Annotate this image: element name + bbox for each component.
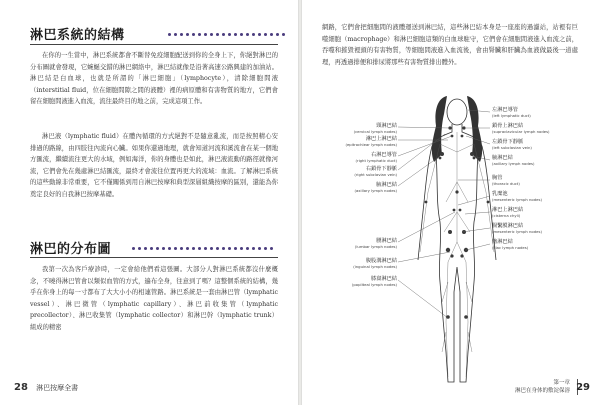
section-title-distribution: 淋巴的分布圖 xyxy=(30,242,112,257)
paragraph: 我第一次為客戶療診時，一定會給他們看這張圖。大部分人對淋巴系統都沒什麼概念，不曉得淋巴管會以類似血管的方式，遍布全身，往意到了嗎？這整個系統的結構，幾乎在你身上的每一寸都布了大大小小的相連管路。淋巴系統是一套由淋巴管（lymphatic vessel）、淋巴微管（lymphatic capillary）、淋巴前收集管（lymphatic precollector）、淋巴收集管（lymphatic collector）和淋巴幹（lymphatic trunk）組成的精密 xyxy=(30,266,278,331)
label-right-subclavian-vein: 右鎖骨下靜脈 (right subclavian vein) xyxy=(354,166,397,177)
label-axillary-nodes-left: 腋淋巴結 (axillary lymph nodes) xyxy=(354,182,397,193)
page-number: 29 xyxy=(576,382,590,393)
chapter-title: 淋巴在身体的敷淀保溶 xyxy=(514,388,570,394)
label-thoracic-duct: 胸管 (thoracic duct) xyxy=(492,175,520,186)
running-title: 淋巴按摩全書 xyxy=(36,384,79,392)
page-number: 28 xyxy=(14,382,28,393)
paragraph: 在你的一生當中，淋巴系統都會不斷替免疫細胞配送到你的全身上下，你絕對淋巴的分布圖就會發現，它蜿蜒交錯的淋巴網絡中，淋巴結就像是沿著高速公路興建的加油站。淋巴結是白血球，也就是所謂的「淋巴細胞」（lymphocyte），清除細胞間液（interstitial fluid，位在細胞間隙之間的液體）裡的病原體和有害物質的地方，它們會留在細胞間液進入血流，流往最終目的地之前，完成這項工作。 xyxy=(30,52,278,106)
paragraph: 淋巴液（lymphatic fluid）在體內循環的方式絕對不是隨意亂流，而是按照精心安排過的路線，由四肢往內流向心臟。如果你還過地理，就會知道河流和溪流會在某一個地方匯流，繼續流往更大的水域，例如海洋，你的身體也是如此，淋巴液流動的路徑就像河流，它們會先在幾處淋巴結匯流，最終才會流往位置再更大的流域：血流。了解淋巴系統的這些動線非常重要，它不僅關係到用自淋巴按摩和典型深層組織按摩的區別，還能為你奠定良好的自我淋巴按摩基礎。 xyxy=(30,133,278,198)
label-iliac-nodes: 髂淋巴結 (iliac lymph nodes) xyxy=(492,239,529,250)
label-inguinal-nodes: 腹股溝淋巴結 (inguinal lymph nodes) xyxy=(353,258,397,269)
label-lumbar-nodes: 腰淋巴結 (lumbar lymph nodes) xyxy=(354,238,397,249)
label-left-subclavian-vein: 左鎖骨下靜脈 (left subclavian vein) xyxy=(492,139,532,150)
section-title-structure: 淋巴系統的結構 xyxy=(30,28,125,43)
label-upper-nodes: 淋巴上淋巴結 (cisterna chyli) xyxy=(492,207,524,218)
label-cervical-nodes: 頸淋巴結 (cervical lymph nodes) xyxy=(353,123,397,134)
label-popliteal-nodes: 膝窩淋巴結 (popliteal lymph nodes) xyxy=(351,276,397,287)
label-axillary-nodes-right: 腋淋巴結 (axillary lymph nodes) xyxy=(492,155,535,166)
paragraph: 網路，它們會把細胞間的液體運送到淋巴結，這些淋巴結本身是一座座的過濾站，站裡有巨噬細胞（macrophage）和淋巴細胞這類的白血球駐守，它們會在細胞間液進入血流之前，吞噬和摧毀裡頭的有害物質，等細胞間液進入血流後，會由腎臟和肝臟為血液做最後一道處理，再透過排便和排尿將那些有害物質排出體外。 xyxy=(322,24,578,66)
label-mesenteric-nodes: 腸繫膜淋巴結 (mesenteric lymph nodes) xyxy=(492,223,542,234)
chapter-number: 第一章 xyxy=(553,380,570,386)
label-left-lymphatic-duct: 左淋巴導管 (left lymphatic duct) xyxy=(492,107,531,118)
label-supraclavicular-nodes: 鎖骨上淋巴結 (supraclavicular lymph nodes) xyxy=(492,123,550,134)
label-right-lymphatic-duct: 右淋巴導管 (right lymphatic duct) xyxy=(355,152,397,163)
label-epitrochlear-nodes: 淋巴上淋巴結 (epitrochlear lymph nodes) xyxy=(345,136,397,147)
label-cisterna-chyli: 乳糜池 (mesenteric lymph nodes) xyxy=(492,191,542,202)
